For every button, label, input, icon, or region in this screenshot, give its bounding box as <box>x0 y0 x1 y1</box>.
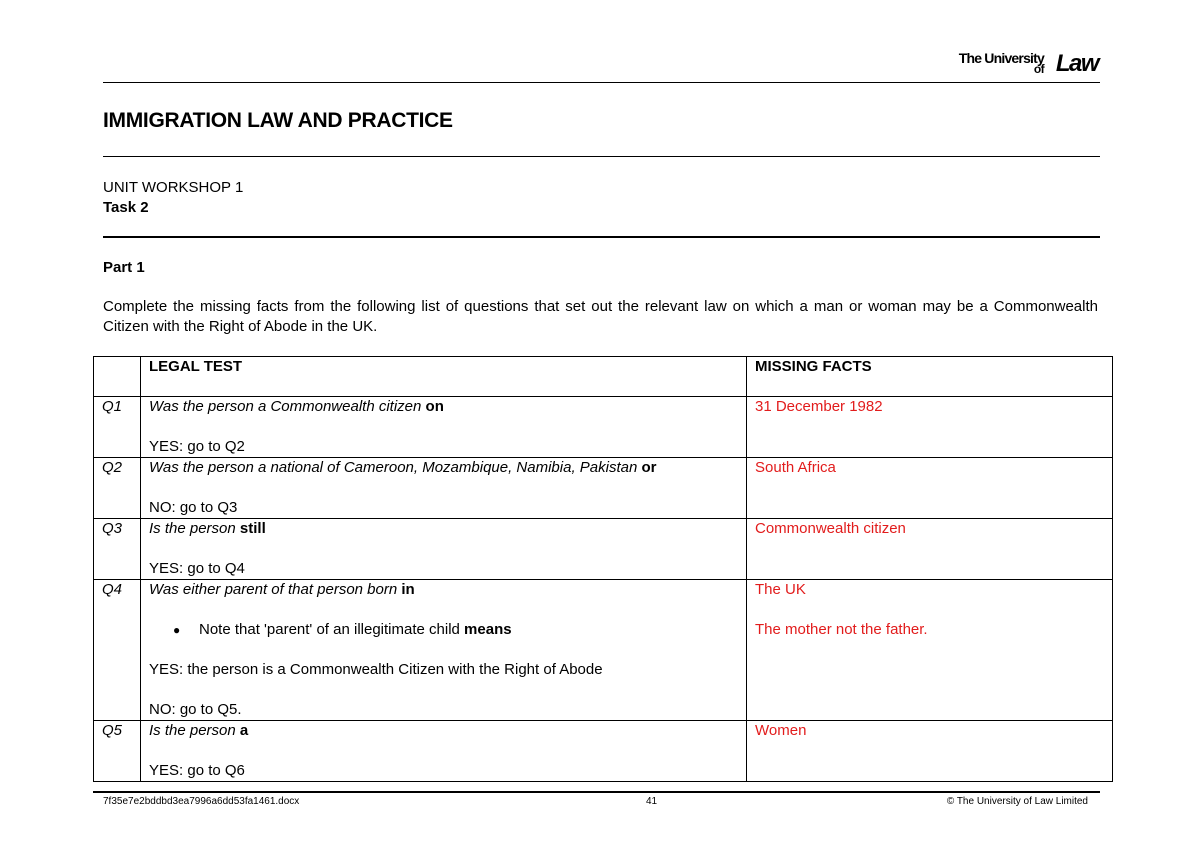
question-number: Q1 <box>94 397 141 458</box>
yes-text: YES: the person is a Commonwealth Citizen with the Right of Abode <box>149 661 603 678</box>
legal-test-cell <box>141 580 747 721</box>
legal-test-cell <box>141 458 747 519</box>
missing-fact-cell: 31 December 1982 <box>747 397 1113 458</box>
followup-text: NO: go to Q5. <box>149 701 242 718</box>
question-number: Q4 <box>94 580 141 721</box>
missing-fact-cell <box>747 580 1113 721</box>
table-row <box>94 519 1113 580</box>
bullet-keyword: means <box>464 621 512 638</box>
title-divider <box>103 156 1100 157</box>
followup-text: YES: go to Q4 <box>149 560 245 577</box>
bullet-item <box>149 620 738 640</box>
missing-fact-cell: Commonwealth citizen <box>747 519 1113 580</box>
followup-text: YES: go to Q2 <box>149 438 245 455</box>
bullet-text: Note that 'parent' of an illegitimate child <box>199 621 460 638</box>
footer-divider <box>93 791 1100 793</box>
logo-line2: of <box>1033 62 1044 76</box>
logo-line1: The University <box>958 50 1044 66</box>
intro-paragraph: Complete the missing facts from the following list of questions that set out the relevant law on which a man or woman may be a Commonwealth Citizen with the Right of Abode in the UK. <box>103 298 1098 335</box>
question-number: Q5 <box>94 721 141 782</box>
legal-test-cell <box>141 519 747 580</box>
missing-fact-text: The UK <box>755 581 806 598</box>
missing-fact-cell: Women <box>747 721 1113 782</box>
legal-test-cell <box>141 397 747 458</box>
test-text: Is the person <box>149 722 236 739</box>
question-number: Q3 <box>94 519 141 580</box>
test-keyword: or <box>641 459 657 476</box>
followup-text: YES: go to Q6 <box>149 762 245 779</box>
table-header-row <box>94 357 1113 397</box>
part-label: Part 1 <box>103 259 145 276</box>
university-logo <box>940 48 1100 78</box>
test-text: Is the person <box>149 520 236 537</box>
table-row <box>94 458 1113 519</box>
test-keyword: a <box>239 722 249 739</box>
missing-fact-cell: South Africa <box>747 458 1113 519</box>
test-keyword: still <box>239 520 266 537</box>
bullet-icon: ● <box>173 623 181 637</box>
missing-fact-text-2: The mother not the father. <box>755 621 928 638</box>
table-header-blank <box>94 357 141 397</box>
footer-filename: 7f35e7e2bddbd3ea7996a6dd53fa1461.docx <box>103 796 300 807</box>
header-legal-test: LEGAL TEST <box>141 357 747 397</box>
test-keyword: in <box>401 581 415 598</box>
legal-test-cell <box>141 721 747 782</box>
test-text: Was the person a national of Cameroon, Mozambique, Namibia, Pakistan <box>149 459 638 476</box>
task-label: Task 2 <box>103 199 149 216</box>
table-row <box>94 580 1113 721</box>
table-row <box>94 397 1113 458</box>
footer-page-number: 41 <box>646 796 658 807</box>
footer-copyright: © The University of Law Limited <box>946 796 1088 807</box>
question-number: Q2 <box>94 458 141 519</box>
test-text: Was the person a Commonwealth citizen <box>149 398 422 415</box>
header-missing-facts: MISSING FACTS <box>747 357 1113 397</box>
header-divider <box>103 82 1100 83</box>
section-divider <box>103 236 1100 238</box>
test-text: Was either parent of that person born <box>149 581 398 598</box>
followup-text: NO: go to Q3 <box>149 499 238 516</box>
test-keyword: on <box>425 398 444 415</box>
table-row <box>94 721 1113 782</box>
legal-test-table <box>93 356 1113 782</box>
logo-line3: Law <box>1055 50 1098 77</box>
unit-label: UNIT WORKSHOP 1 <box>103 179 244 196</box>
page-title: IMMIGRATION LAW AND PRACTICE <box>103 109 453 132</box>
